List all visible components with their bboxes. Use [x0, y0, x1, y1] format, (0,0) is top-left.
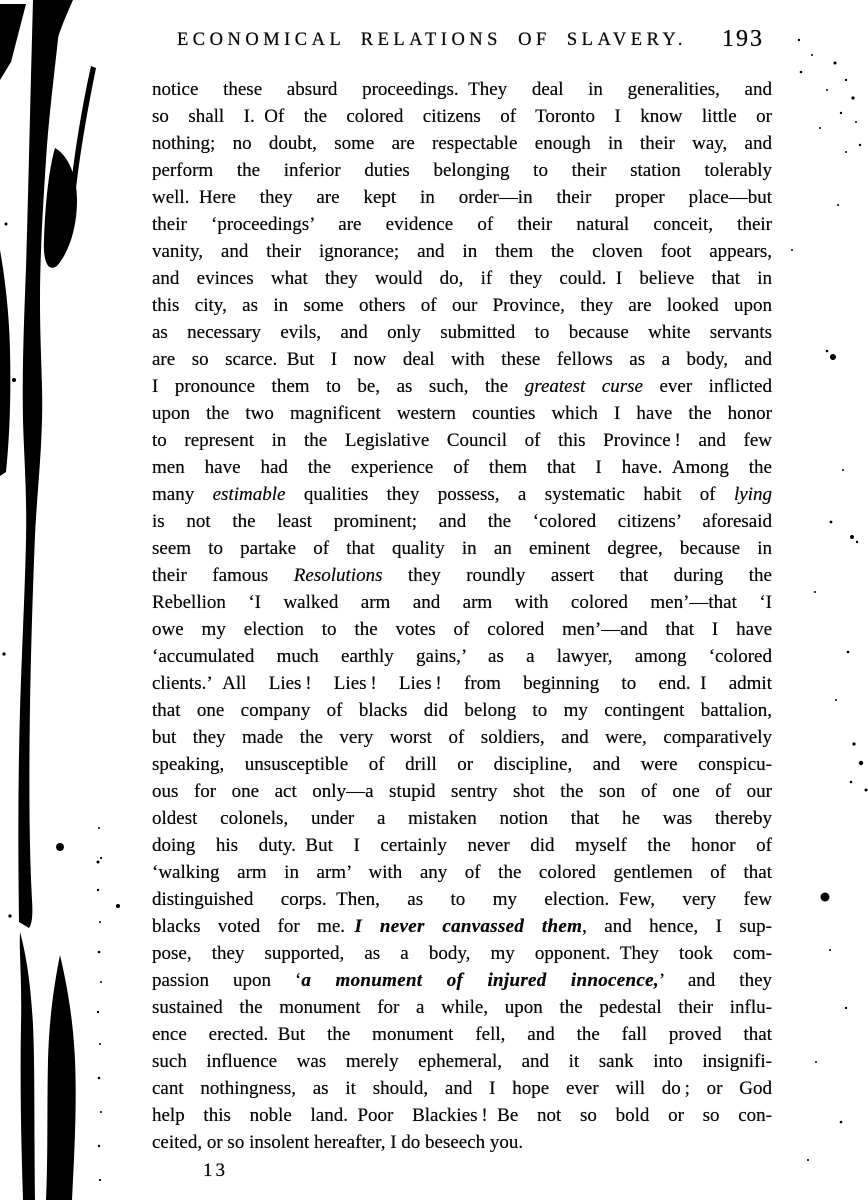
- text-segment: vanity, and their ignorance; and in them the cloven foot appears,: [152, 241, 772, 262]
- text-line: [152, 238, 772, 265]
- text-line: [152, 481, 772, 508]
- text-segment: are so scarce. But I now deal with these fellows as a body, and: [152, 349, 772, 370]
- text-line: [152, 103, 772, 130]
- text-segment: as necessary evils, and only submitted to because white servants: [152, 322, 772, 343]
- text-segment: and evinces what they would do, if they could. I believe that in: [152, 268, 772, 289]
- text-line: [152, 805, 772, 832]
- text-segment: distinguished corps. Then, as to my election. Few, very few: [152, 889, 772, 910]
- text-line: [152, 751, 772, 778]
- ink-smudge-corner: [0, 4, 26, 80]
- text-line: [152, 400, 772, 427]
- text-segment: perform the inferior duties belonging to their station tolerably: [152, 160, 772, 181]
- text-segment: cant nothingness, as it should, and I hope ever will do ; or God: [152, 1078, 772, 1099]
- ink-edge-strip: [0, 250, 10, 476]
- text-line: [152, 724, 772, 751]
- text-segment: such influence was merely ephemeral, and it sank into insignifi-: [152, 1051, 772, 1072]
- text-line: [152, 319, 772, 346]
- text-segment: pose, they supported, as a body, my opponent. They took com-: [152, 943, 772, 964]
- text-segment: passion upon ‘: [152, 970, 302, 991]
- text-segment: men have had the experience of them that I have. Among the: [152, 457, 772, 478]
- ink-band-main: [18, 0, 62, 928]
- text-segment: they roundly assert that during the: [382, 565, 772, 586]
- signature-mark: 13: [203, 1160, 228, 1181]
- text-line: [152, 562, 772, 589]
- text-segment: well. Here they are kept in order—in their proper place—but: [152, 187, 772, 208]
- ink-arc: [68, 66, 96, 222]
- text-line: [152, 130, 772, 157]
- text-segment: ceited, or so insolent hereafter, I do beseech you.: [152, 1132, 524, 1153]
- text-line: [152, 994, 772, 1021]
- text-line: [152, 1129, 772, 1156]
- text-segment: upon the two magnificent western counties which I have the honor: [152, 403, 772, 424]
- text-line: [152, 859, 772, 886]
- text-line: [152, 157, 772, 184]
- text-line: [152, 211, 772, 238]
- running-header: [152, 30, 712, 51]
- text-segment-emphasis: estimable: [212, 484, 286, 505]
- text-line: [152, 886, 772, 913]
- text-line: [152, 913, 772, 940]
- text-segment: is not the least prominent; and the ‘colored citizens’ aforesaid: [152, 511, 772, 532]
- text-line: [152, 778, 772, 805]
- text-line: [152, 643, 772, 670]
- text-segment: their famous: [152, 565, 294, 586]
- ink-dot: [821, 893, 830, 902]
- text-line: [152, 967, 772, 994]
- text-segment: blacks voted for me.: [152, 916, 355, 937]
- text-segment: ever inflicted: [642, 376, 772, 397]
- text-line: [152, 589, 772, 616]
- text-segment-emphasis: I never canvassed them: [354, 916, 583, 937]
- text-segment: Rebellion ‘I walked arm and arm with colored men’—that ‘I: [152, 592, 772, 613]
- text-line: [152, 1102, 772, 1129]
- text-segment-emphasis: lying: [734, 484, 772, 505]
- text-line: [152, 697, 772, 724]
- page-body: [152, 76, 772, 1156]
- ink-dot: [826, 350, 829, 353]
- ink-smudge-curl: [49, 0, 73, 52]
- text-line: [152, 508, 772, 535]
- text-segment: ‘accumulated much earthly gains,’ as a lawyer, among ‘colored: [152, 646, 772, 667]
- text-segment: doing his duty. But I certainly never did myself the honor of: [152, 835, 772, 856]
- page-number: 193: [722, 26, 764, 52]
- text-segment: , and hence, I sup-: [582, 916, 773, 937]
- text-line: [152, 670, 772, 697]
- text-segment-emphasis: a monument of injured innocence,: [301, 970, 659, 991]
- text-segment: ous for one act only—a stupid sentry shot the son of one of our: [152, 781, 772, 802]
- ink-streak-wide: [46, 955, 76, 1200]
- text-line: [152, 76, 772, 103]
- text-segment: this city, as in some others of our Province, they are looked upon: [152, 295, 772, 316]
- text-segment: qualities they possess, a systematic habit of: [285, 484, 734, 505]
- text-line: [152, 427, 772, 454]
- text-segment: nothing; no doubt, some are respectable enough in their way, and: [152, 133, 772, 154]
- ink-dot: [830, 354, 836, 360]
- text-segment: their ‘proceedings’ are evidence of their natural conceit, their: [152, 214, 772, 235]
- text-segment: seem to partake of that quality in an eminent degree, because in: [152, 538, 772, 559]
- text-segment: that one company of blacks did belong to my contingent battalion,: [152, 700, 772, 721]
- text-line: [152, 184, 772, 211]
- text-segment: notice these absurd proceedings. They deal in generalities, and: [152, 79, 772, 100]
- text-line: [152, 373, 772, 400]
- text-segment: I pronounce them to be, as such, the: [152, 376, 525, 397]
- text-segment: so shall I. Of the colored citizens of Toronto I know little or: [152, 106, 772, 127]
- text-segment: ’ and they: [658, 970, 773, 991]
- text-line: [152, 832, 772, 859]
- text-segment: many: [152, 484, 213, 505]
- text-segment: sustained the monument for a while, upon the pedestal their influ-: [152, 997, 772, 1018]
- text-segment: help this noble land. Poor Blackies ! Be not so bold or so con-: [152, 1105, 772, 1126]
- text-segment-emphasis: greatest curse: [524, 376, 643, 397]
- text-segment: owe my election to the votes of colored men’—and that I have: [152, 619, 772, 640]
- text-line: [152, 292, 772, 319]
- text-segment-emphasis: Resolutions: [293, 565, 383, 586]
- text-segment: to represent in the Legislative Council of this Province ! and few: [152, 430, 772, 451]
- text-segment: but they made the very worst of soldiers, and were, comparatively: [152, 727, 772, 748]
- text-line: [152, 940, 772, 967]
- text-line: [152, 535, 772, 562]
- ink-blob: [44, 148, 77, 268]
- text-segment: speaking, unsusceptible of drill or discipline, and were conspicu-: [152, 754, 772, 775]
- text-segment: ence erected. But the monument fell, and the fall proved that: [152, 1024, 772, 1045]
- text-line: [152, 265, 772, 292]
- text-line: [152, 1048, 772, 1075]
- text-line: [152, 1021, 772, 1048]
- text-line: [152, 346, 772, 373]
- ink-streak-thin: [20, 932, 35, 1200]
- text-line: [152, 616, 772, 643]
- header-title: ECONOMICAL RELATIONS OF SLAVERY.: [176, 30, 688, 50]
- text-line: [152, 1075, 772, 1102]
- text-segment: oldest colonels, under a mistaken notion that he was thereby: [152, 808, 772, 829]
- ink-dot: [56, 843, 64, 851]
- text-segment: clients.’ All Lies ! Lies ! Lies ! from beginning to end. I admit: [152, 673, 772, 694]
- text-segment: ‘walking arm in arm’ with any of the colored gentlemen of that: [152, 862, 772, 883]
- text-line: [152, 454, 772, 481]
